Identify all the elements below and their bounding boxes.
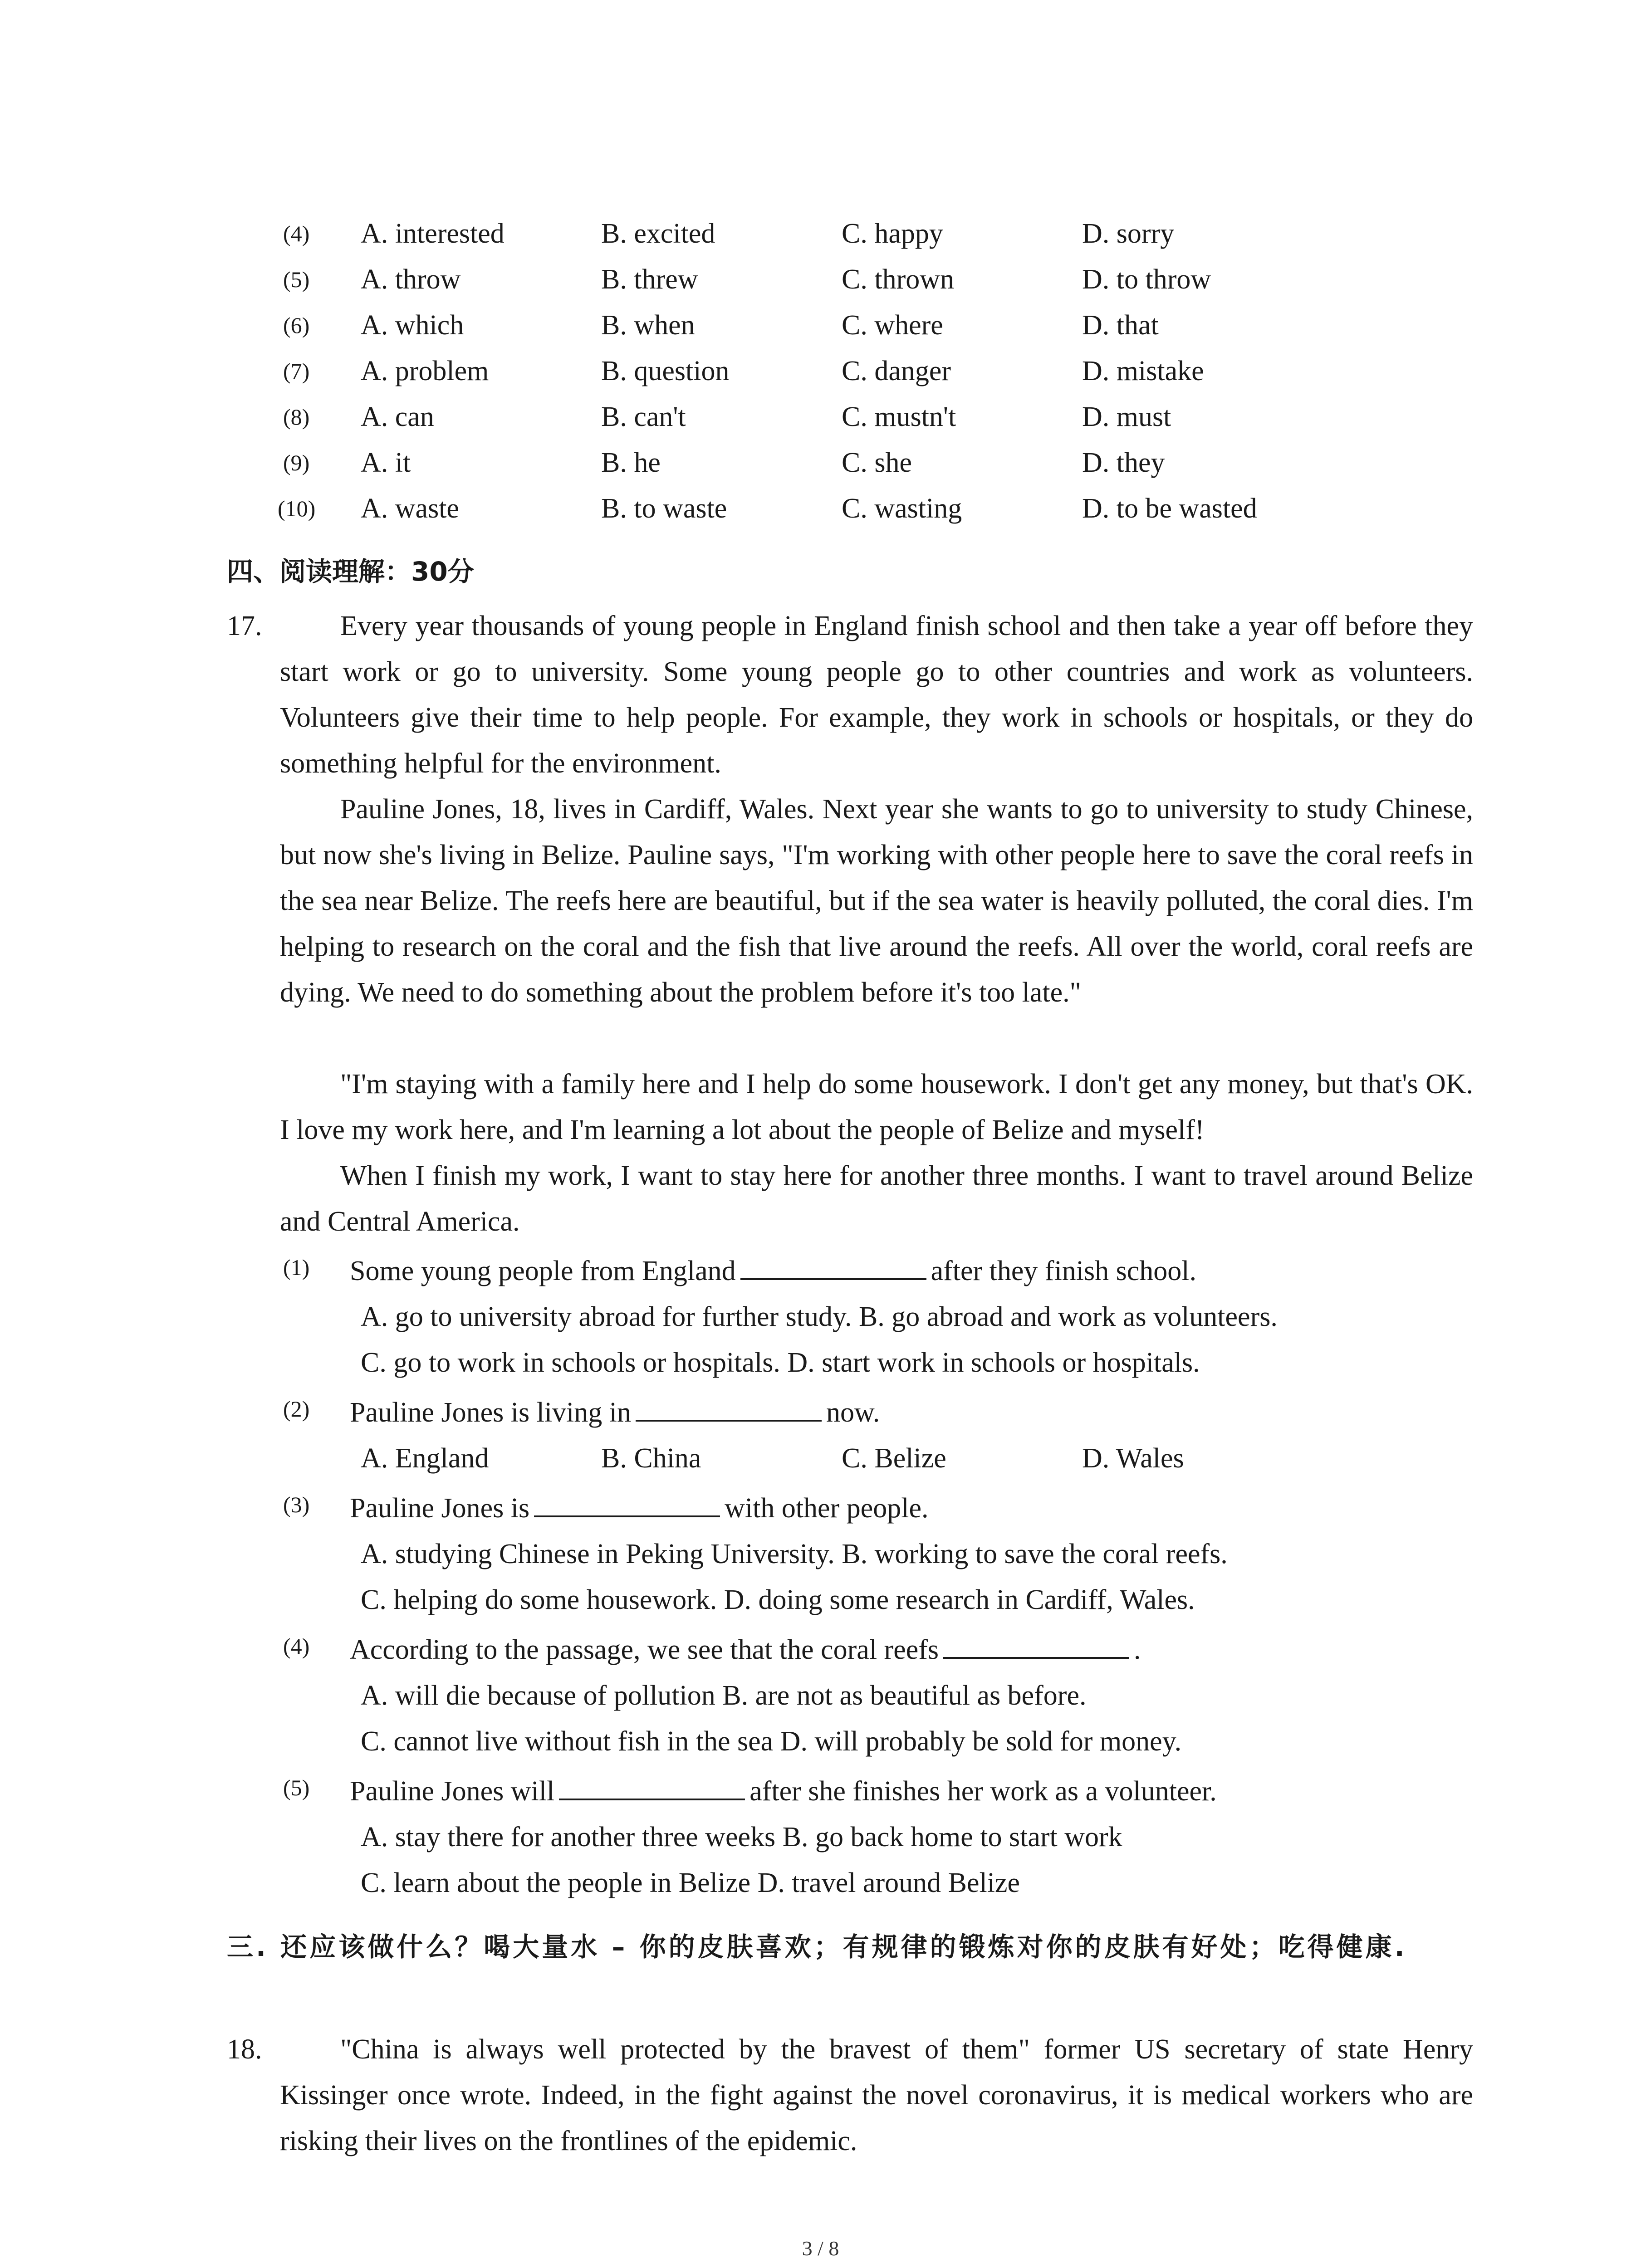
answer-choices: A. will die because of pollution B. are not as beautiful as before. xyxy=(361,1680,1087,1711)
option-c: C. mustn't xyxy=(842,401,956,432)
option-a: A. waste xyxy=(361,493,459,524)
sub-question-number: (3) xyxy=(283,1492,310,1517)
answer-blank xyxy=(559,1770,745,1800)
option-a: A. it xyxy=(361,447,411,478)
answer-blank xyxy=(740,1250,926,1280)
sub-question-number: (2) xyxy=(283,1396,310,1422)
option-c: C. happy xyxy=(842,218,943,249)
answer-blank xyxy=(943,1629,1129,1659)
option-a: A. problem xyxy=(361,356,489,386)
option-c: C. wasting xyxy=(842,493,962,524)
answer-choices: C. learn about the people in Belize D. travel around Belize xyxy=(361,1867,1020,1898)
sub-question-text: According to the passage, we see that the coral reefs . xyxy=(350,1627,1141,1672)
passage-paragraph: "I'm staying with a family here and I help do some housework. I don't get any money, but that's OK. I love my work here, and I'm learning a lot about the people of Belize and myself! xyxy=(280,1069,1473,1145)
option-number: (9) xyxy=(283,450,310,475)
passage-paragraph: Pauline Jones, 18, lives in Cardiff, Wales. Next year she wants to go to university to study Chinese, but now she's living in Belize. Pauline says, "I'm working with other people here to save the coral reefs in the sea near Belize. The reefs here are beautiful, but if the sea water is heavily polluted, the coral dies. I'm helping to research on the coral and the fish that live around the reefs. All over the world, coral reefs are dying. We need to do something about the problem before it's too late." xyxy=(280,794,1473,1008)
option-b: B. he xyxy=(601,447,661,478)
answer-choice: C. Belize xyxy=(842,1443,946,1474)
section-heading-reading: 四、阅读理解：30分 xyxy=(227,556,474,587)
option-a: A. can xyxy=(361,401,434,432)
option-c: C. danger xyxy=(842,356,951,386)
option-d: D. to throw xyxy=(1082,264,1211,295)
option-number: (8) xyxy=(283,404,310,430)
option-number: (5) xyxy=(283,267,310,292)
answer-choices: C. helping do some housework. D. doing some research in Cardiff, Wales. xyxy=(361,1584,1195,1615)
sub-question-text: Pauline Jones is with other people. xyxy=(350,1486,929,1531)
option-number: (10) xyxy=(278,496,316,521)
answer-choices: A. go to university abroad for further study. B. go abroad and work as volunteers. xyxy=(361,1301,1278,1332)
question-number-18: 18. xyxy=(227,2034,262,2065)
sub-question-text: Pauline Jones is living in now. xyxy=(350,1390,880,1435)
option-b: B. excited xyxy=(601,218,715,249)
option-b: B. to waste xyxy=(601,493,727,524)
answer-blank xyxy=(636,1392,822,1422)
option-b: B. threw xyxy=(601,264,698,295)
option-d: D. they xyxy=(1082,447,1165,478)
option-c: C. she xyxy=(842,447,912,478)
option-d: D. must xyxy=(1082,401,1171,432)
section-heading-advice: 三. 还应该做什么？喝大量水 – 你的皮肤喜欢；有规律的锻炼对你的皮肤有好处；吃得健康. xyxy=(227,1931,1407,1962)
option-a: A. which xyxy=(361,310,464,341)
passage-paragraph: "China is always well protected by the bravest of them" former US secretary of state Henry Kissinger once wrote. Indeed, in the fight against the novel coronavirus, it is medical workers who are risking their lives on the frontlines of the epidemic. xyxy=(280,2034,1473,2156)
option-b: B. when xyxy=(601,310,695,341)
sub-question-number: (4) xyxy=(283,1633,310,1659)
option-c: C. where xyxy=(842,310,943,341)
passage-paragraph: Every year thousands of young people in England finish school and then take a year off before they start work or go to university. Some young people go to other countries and work as volunteers. Volunteers give their time to help people. For example, they work in schools or hospitals, or they do something helpful for the environment. xyxy=(280,611,1473,779)
option-number: (4) xyxy=(283,221,310,246)
option-d: D. mistake xyxy=(1082,356,1204,386)
answer-choices: C. cannot live without fish in the sea D. will probably be sold for money. xyxy=(361,1726,1182,1757)
sub-question-number: (5) xyxy=(283,1775,310,1800)
answer-choice: A. England xyxy=(361,1443,489,1474)
sub-question-text: Pauline Jones will after she finishes her work as a volunteer. xyxy=(350,1769,1217,1814)
question-number-17: 17. xyxy=(227,611,262,641)
option-a: A. throw xyxy=(361,264,461,295)
answer-choice: B. China xyxy=(601,1443,701,1474)
passage-paragraph: When I finish my work, I want to stay here for another three months. I want to travel around Belize and Central America. xyxy=(280,1160,1473,1237)
option-number: (6) xyxy=(283,313,310,338)
option-c: C. thrown xyxy=(842,264,954,295)
answer-choice: D. Wales xyxy=(1082,1443,1184,1474)
page-number: 3 / 8 xyxy=(802,2237,839,2260)
option-b: B. question xyxy=(601,356,730,386)
option-a: A. interested xyxy=(361,218,505,249)
option-number: (7) xyxy=(283,358,310,384)
answer-choices: C. go to work in schools or hospitals. D. start work in schools or hospitals. xyxy=(361,1347,1200,1378)
sub-question-text: Some young people from England after they finish school. xyxy=(350,1248,1196,1294)
sub-question-number: (1) xyxy=(283,1255,310,1280)
option-d: D. to be wasted xyxy=(1082,493,1257,524)
answer-choices: A. studying Chinese in Peking University. B. working to save the coral reefs. xyxy=(361,1539,1228,1569)
option-b: B. can't xyxy=(601,401,686,432)
answer-blank xyxy=(534,1487,720,1517)
answer-choices: A. stay there for another three weeks B. go back home to start work xyxy=(361,1822,1122,1853)
option-d: D. that xyxy=(1082,310,1159,341)
option-d: D. sorry xyxy=(1082,218,1175,249)
